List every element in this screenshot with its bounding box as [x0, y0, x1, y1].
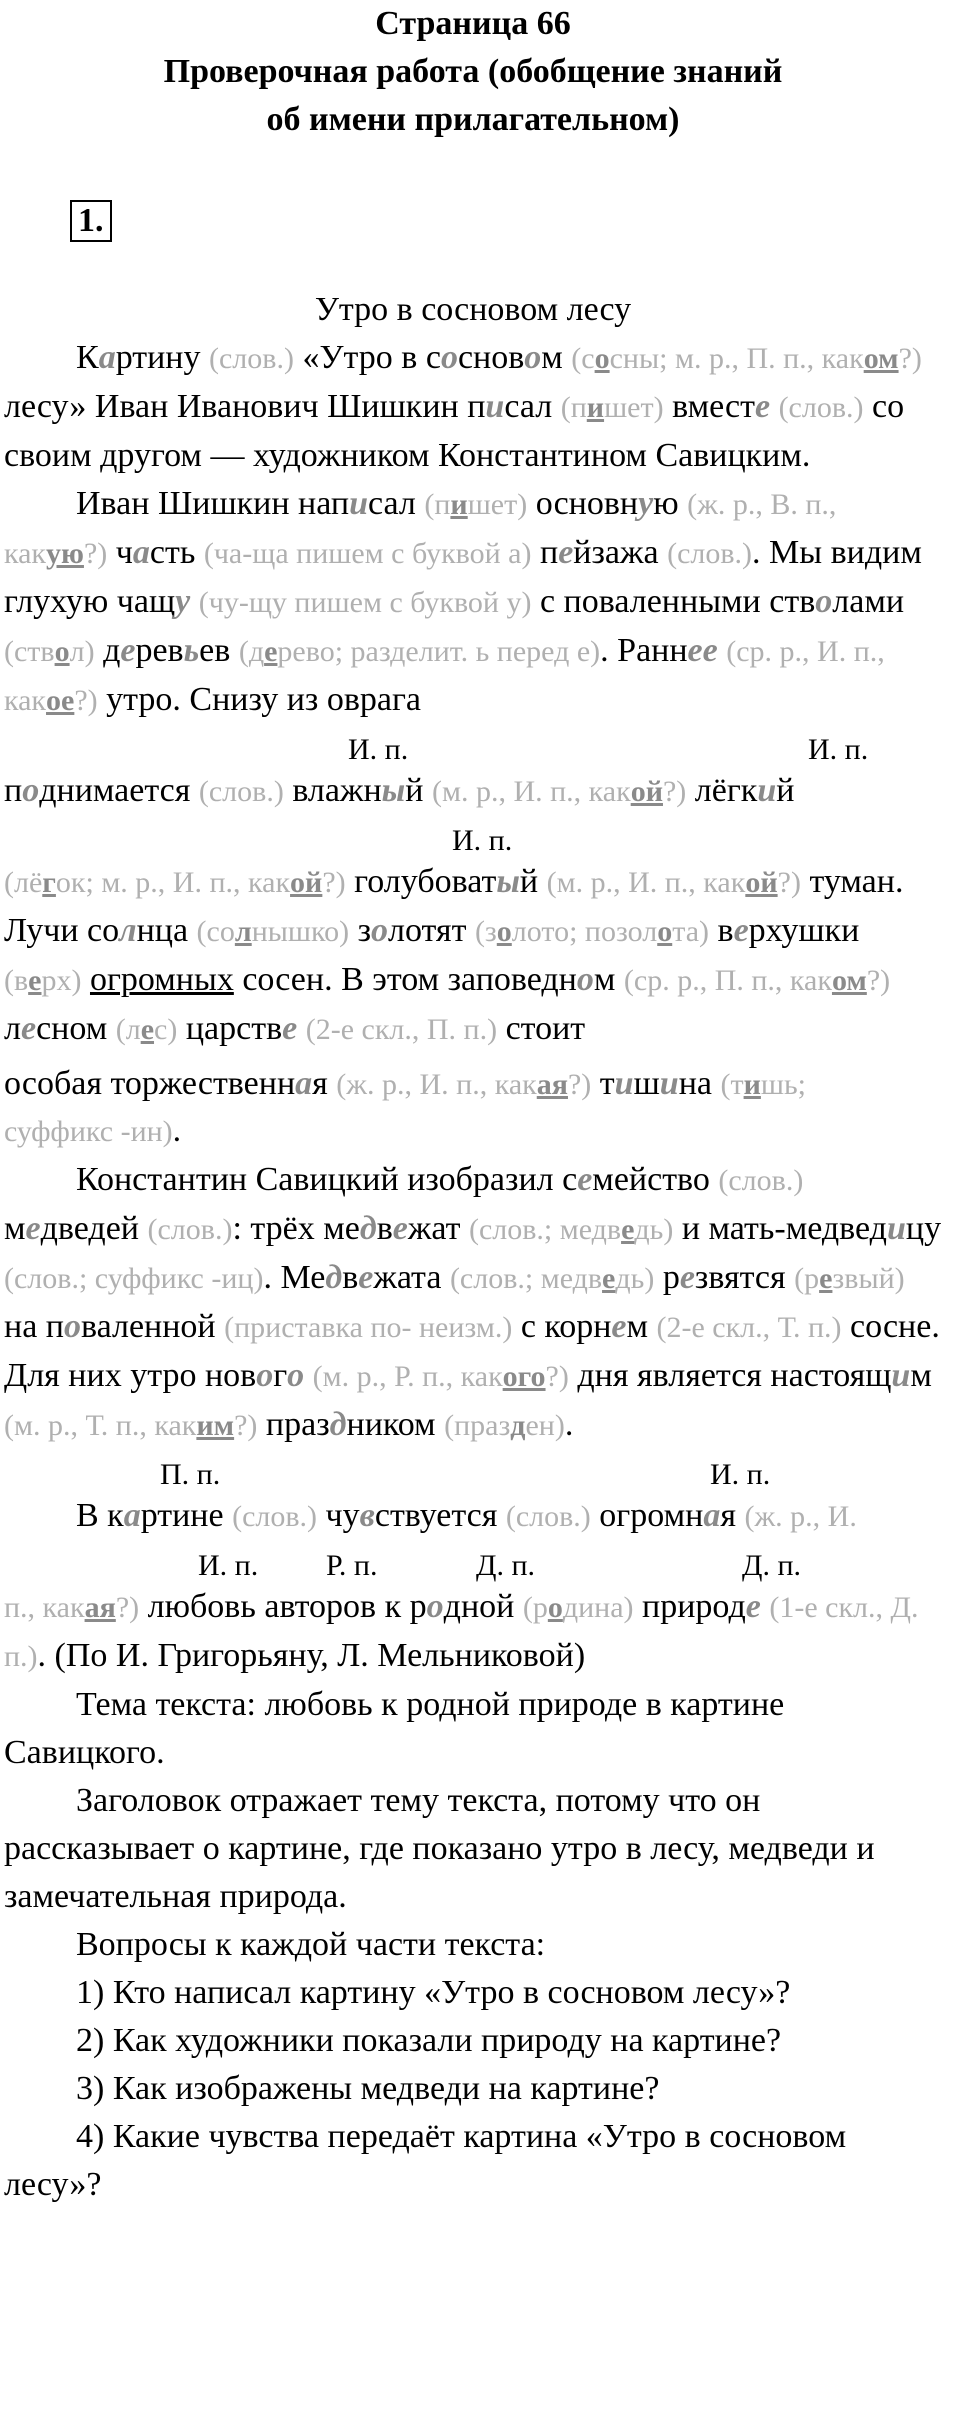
- case-label: И. п.: [710, 1458, 771, 1491]
- case-labels-row-4: [4, 1541, 942, 1583]
- work-subtitle: об имени прилагательном): [266, 101, 680, 138]
- case-label: Д. п.: [742, 1549, 802, 1582]
- line-fog-1: поднимается (слов.) влажный (м. р., И. п., какой?) лёгкий: [4, 772, 795, 809]
- case-label: Р. п.: [326, 1549, 378, 1582]
- paragraph-4-cont: п., какая?) любовь авторов к родной (родина) природе (1-е скл., Д. п.). (По И. Григорьяну, Л. Мельниковой): [4, 1588, 919, 1674]
- line-silence-2: суффикс -ин).: [4, 1112, 182, 1149]
- text-title: Утро в сосновом лесу: [314, 291, 632, 328]
- paragraph-4: В картине (слов.) чувствуется (слов.) огромная (ж. р., И.: [76, 1497, 857, 1534]
- case-label: И. п.: [808, 733, 869, 766]
- theme-answer: Тема текста: любовь к родной природе в картине Савицкого.: [4, 1686, 785, 1771]
- task-number-box: 1.: [70, 200, 112, 242]
- question-item: 4) Какие чувства передаёт картина «Утро в сосновом лесу»?: [4, 2118, 847, 2203]
- question-item: 2) Как художники показали природу на картине?: [76, 2022, 782, 2059]
- case-label: П. п.: [160, 1458, 221, 1491]
- page-number-title: Страница 66: [375, 5, 571, 42]
- paragraph-2: Иван Шишкин написал (пишет) основную (ж. р., В. п., какую?) часть (ча-ща пишем с буквой а) пейзажа (слов.). Мы видим глухую чащу (чу-щу пишем с буквой у) с поваленными стволами (ствол) деревьев (дерево; разделит. ь перед е). Раннее (ср. р., И. п., какое?) утро. Снизу из оврага: [4, 485, 922, 718]
- paragraph-1: Картину (слов.) «Утро в сосновом (сосны; м. р., П. п., каком?) лесу» Иван Иванович Шишкин писал (пишет) вместе (слов.) со своим другом — художником Константином Савицким.: [4, 339, 922, 474]
- paragraph-3: Константин Савицкий изобразил семейство (слов.) медведей (слов.): трёх медвежат (слов.; медведь) и мать-медведицу (слов.; суффикс -иц). Медвежата (слов.; медведь) резвятся (резвый) на поваленной (приставка по- неизм.) с корнем (2-е скл., Т. п.) сосне. Для них утро нового (м. р., Р. п., какого?) дня является настоящим (м. р., Т. п., каким?) праздником (празден).: [4, 1161, 942, 1443]
- text-body: [4, 334, 942, 2209]
- case-label: И. п.: [348, 733, 409, 766]
- question-item: 1) Кто написал картину «Утро в сосновом лесу»?: [76, 1974, 791, 2011]
- line-silence: особая торжественная (ж. р., И. п., какая?) тишина (тишь;: [4, 1065, 807, 1102]
- question-item: 3) Как изображены медведи на картине?: [76, 2070, 660, 2107]
- heading-answer: Заголовок отражает тему текста, потому что он рассказывает о картине, где показано утро в лесу, медведи и замечательная природа.: [4, 1782, 875, 1915]
- case-label: И. п.: [452, 824, 513, 857]
- case-labels-row-3: [4, 1450, 942, 1492]
- case-label: Д. п.: [476, 1549, 536, 1582]
- case-label: И. п.: [198, 1549, 259, 1582]
- line-fog-2: (лёгок; м. р., И. п., какой?) голубоватый (м. р., И. п., какой?) туман. Лучи солнца (солнышко) золотят (золото; позолота) верхушки (верх) огромных сосен. В этом заповедном (ср. р., П. п., каком?) лесном (лес) царстве (2-е скл., П. п.) стоит: [4, 863, 904, 1047]
- work-title: Проверочная работа (обобщение знаний: [163, 53, 783, 90]
- case-labels-row-2: [4, 816, 942, 858]
- case-labels-row-1: [4, 725, 942, 767]
- questions-intro: Вопросы к каждой части текста:: [76, 1926, 546, 1963]
- page-header: [4, 0, 942, 144]
